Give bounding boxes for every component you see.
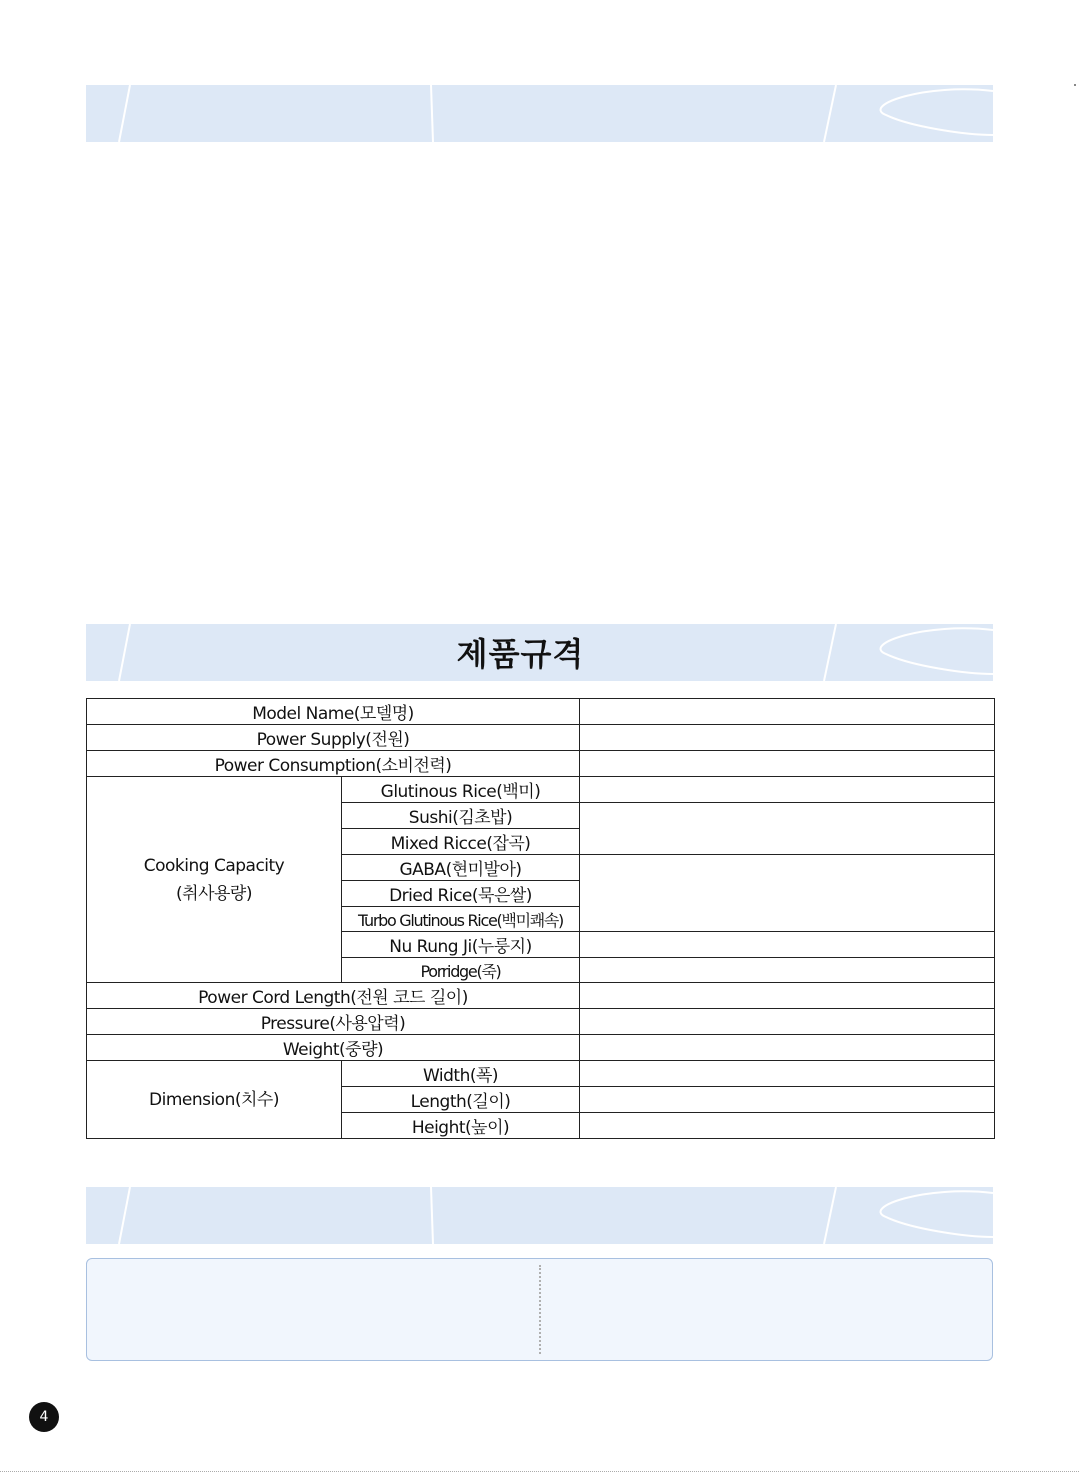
- power-supply-label: Power Supply(전원): [87, 725, 580, 751]
- pressure-label: Pressure(사용압력): [87, 1009, 580, 1035]
- dimension-item-length: Length(길이): [342, 1087, 580, 1113]
- dimension-value: [580, 1061, 995, 1087]
- capacity-value: [580, 777, 995, 803]
- table-row: [87, 1061, 995, 1087]
- page-number-badge: 4: [29, 1402, 59, 1432]
- capacity-item-nu-rung-ji: Nu Rung Ji(누룽지): [342, 932, 580, 958]
- dimension-item-width: Width(폭): [342, 1061, 580, 1087]
- model-name-value: [580, 699, 995, 725]
- capacity-item-gaba: GABA(현미발아): [342, 855, 580, 881]
- top-section-banner: [86, 85, 993, 142]
- power-consumption-label: Power Consumption(소비전력): [87, 751, 580, 777]
- bottom-section-banner: [86, 1187, 993, 1244]
- cooking-capacity-label-en: Cooking Capacity: [143, 855, 285, 876]
- capacity-item-dried-rice: Dried Rice(묵은쌀): [342, 881, 580, 907]
- weight-label: Weight(중량): [87, 1035, 580, 1061]
- corner-mark: [1074, 84, 1076, 86]
- table-row: [87, 777, 995, 803]
- spec-section-banner: [86, 624, 993, 681]
- notice-box-divider: [539, 1265, 541, 1354]
- bottom-section-title: [86, 1187, 993, 1244]
- table-row: [87, 725, 995, 751]
- spec-section-title: 제품규격: [456, 635, 585, 673]
- spec-table: [86, 698, 995, 1139]
- power-cord-length-value: [580, 983, 995, 1009]
- dimension-item-height: Height(높이): [342, 1113, 580, 1139]
- capacity-item-glutinous-rice: Glutinous Rice(백미): [342, 777, 580, 803]
- dimension-value: [580, 1113, 995, 1139]
- table-row: [87, 983, 995, 1009]
- top-section-title: [86, 85, 993, 142]
- cooking-capacity-label: [87, 777, 342, 983]
- pressure-value: [580, 1009, 995, 1035]
- power-supply-value: [580, 725, 995, 751]
- capacity-value: [580, 855, 995, 932]
- table-row: [87, 751, 995, 777]
- table-row: [87, 1009, 995, 1035]
- bottom-dotted-rule: [0, 1471, 1079, 1472]
- table-row: [87, 699, 995, 725]
- table-row: [87, 1035, 995, 1061]
- weight-value: [580, 1035, 995, 1061]
- power-cord-length-label: Power Cord Length(전원 코드 길이): [87, 983, 580, 1009]
- capacity-item-mixed-rice: Mixed Ricce(잡곡): [342, 829, 580, 855]
- power-consumption-value: [580, 751, 995, 777]
- dimension-label: Dimension(치수): [87, 1061, 342, 1139]
- capacity-value: [580, 958, 995, 983]
- capacity-item-turbo-glutinous-rice: Turbo Glutinous Rice(백미쾌속): [342, 907, 580, 932]
- capacity-value: [580, 803, 995, 855]
- cooking-capacity-label-ko: (취사용량): [176, 883, 252, 904]
- capacity-item-sushi: Sushi(김초밥): [342, 803, 580, 829]
- capacity-value: [580, 932, 995, 958]
- capacity-item-porridge: Porridge(죽): [342, 958, 580, 983]
- dimension-value: [580, 1087, 995, 1113]
- notice-box: [86, 1258, 993, 1361]
- model-name-label: Model Name(모델명): [87, 699, 580, 725]
